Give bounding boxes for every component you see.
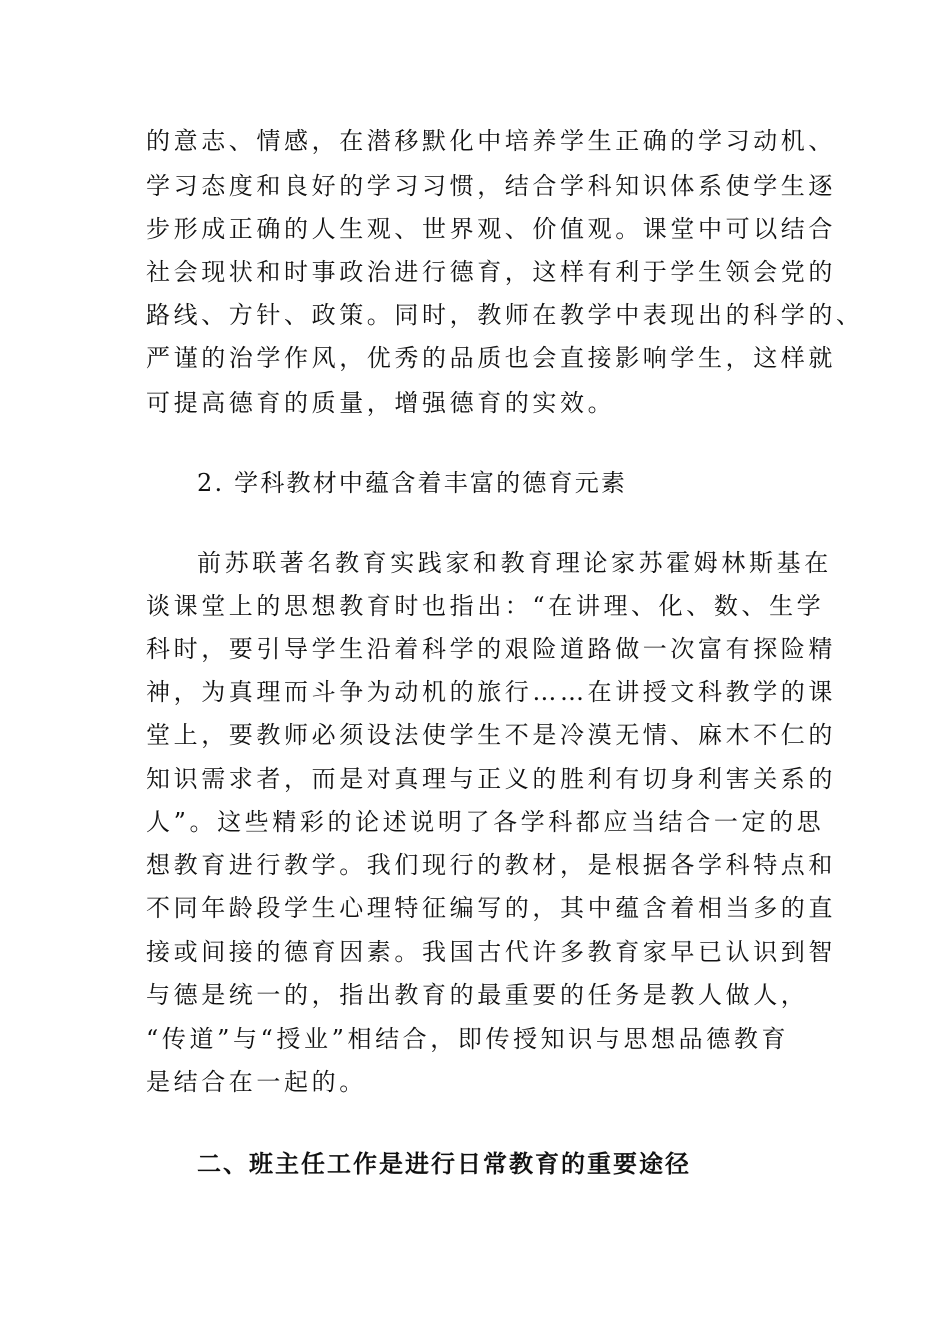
paragraph-1-line-1: 的意志、情感，在潜移默化中培养学生正确的学习动机、 [146, 127, 836, 155]
paragraph-2-line-7: 人”。这些精彩的论述说明了各学科都应当结合一定的思 [146, 808, 825, 836]
paragraph-2-line-5: 堂上，要教师必须设法使学生不是冷漠无情、麻木不仁的 [146, 721, 836, 749]
section-heading: 二、班主任工作是进行日常教育的重要途径 [197, 1149, 691, 1178]
paragraph-2-line-9: 不同年龄段学生心理特征编写的，其中蕴含着相当多的直 [146, 894, 836, 922]
paragraph-1-line-3: 步形成正确的人生观、世界观、价值观。课堂中可以结合 [146, 215, 836, 243]
paragraph-1-line-5: 路线、方针、政策。同时，教师在教学中表现出的科学的、 [146, 301, 864, 329]
paragraph-2-line-3: 科时，要引导学生沿着科学的艰险道路做一次富有探险精 [146, 635, 836, 663]
paragraph-1-line-6: 严谨的治学作风，优秀的品质也会直接影响学生，这样就 [146, 344, 836, 372]
paragraph-2-line-2: 谈课堂上的思想教育时也指出：“在讲理、化、数、生学 [146, 592, 825, 620]
paragraph-2-line-1: 前苏联著名教育实践家和教育理论家苏霍姆林斯基在 [197, 549, 832, 577]
paragraph-2-line-6: 知识需求者，而是对真理与正义的胜利有切身利害关系的 [146, 765, 836, 793]
paragraph-1-line-4: 社会现状和时事政治进行德育，这样有利于学生领会党的 [146, 258, 836, 286]
paragraph-2-line-10: 接或间接的德育因素。我国古代许多教育家早已认识到智 [146, 938, 836, 966]
paragraph-2-line-12: “传道”与“授业”相结合，即传授知识与思想品德教育 [146, 1025, 790, 1053]
paragraph-2-line-8: 想教育进行教学。我们现行的教材，是根据各学科特点和 [146, 851, 836, 879]
paragraph-2-line-11: 与德是统一的，指出教育的最重要的任务是教人做人， [146, 981, 809, 1009]
paragraph-1-line-7: 可提高德育的质量，增强德育的实效。 [146, 389, 616, 417]
paragraph-2-line-13: 是结合在一起的。 [146, 1068, 367, 1096]
paragraph-2-line-4: 神，为真理而斗争为动机的旅行……在讲授文科教学的课 [146, 678, 836, 706]
subheading: 2. 学科教材中蕴含着丰富的德育元素 [197, 469, 628, 497]
paragraph-1-line-2: 学习态度和良好的学习习惯，结合学科知识体系使学生逐 [146, 172, 836, 200]
